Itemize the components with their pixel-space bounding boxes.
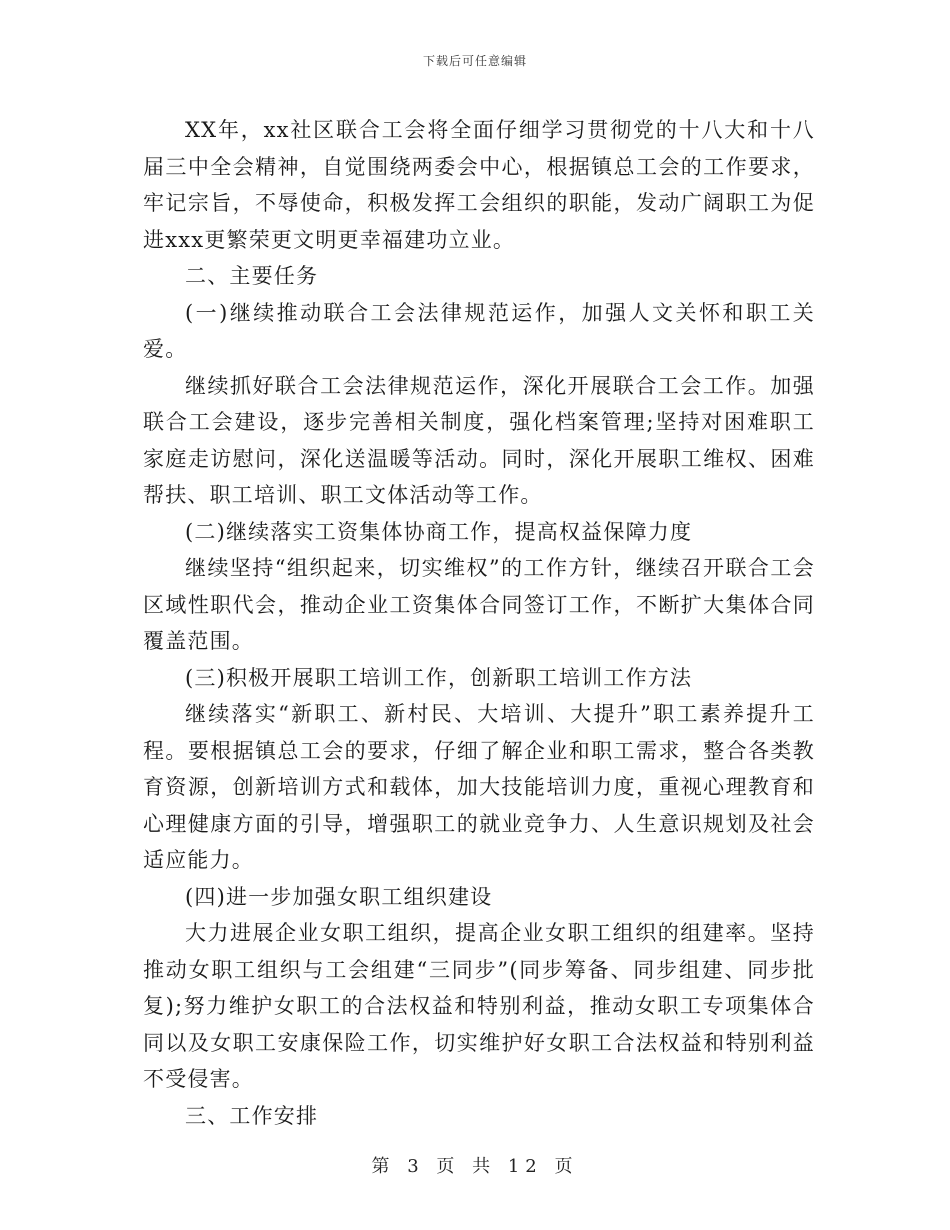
page-number-footer: 第 3 页 共 12 页 xyxy=(371,1156,579,1177)
body-paragraph-task-3: 继续落实“新职工、新村民、大培训、大提升”职工素养提升工程。要根据镇总工会的要求，仔细了解企业和职工需求，整合各类教育资源，创新培训方式和载体，加大技能培训力度，重视心理教育和心理健康方面的引导，增强职工的就业竞争力、人生意识规划及社会适应能力。 xyxy=(143,702,815,872)
body-paragraph-task-4: 大力进展企业女职工组织，提高企业女职工组织的组建率。坚持推动女职工组织与工会组建“三同步”(同步筹备、同步组建、同步批复);努力维护女职工的合法权益和特别利益，推动女职工专项集体合同以及女职工安康保险工作，切实维护好女职工合法权益和特别利益不受侵害。 xyxy=(143,921,815,1091)
body-paragraph-task-1: 继续抓好联合工会法律规范运作，深化开展联合工会工作。加强联合工会建设，逐步完善相关制度，强化档案管理;坚持对困难职工家庭走访慰问，深化送温暖等活动。同时，深化开展职工维权、困难帮扶、职工培训、职工文体活动等工作。 xyxy=(143,373,815,507)
subheading-task-4: (四)进一步加强女职工组织建设 xyxy=(185,884,493,909)
header-note: 下载后可任意编辑 xyxy=(422,54,527,68)
subheading-task-1: (一)继续推动联合工会法律规范运作，加强人文关怀和职工关爱。 xyxy=(143,300,815,361)
section-heading-main-tasks: 二、主要任务 xyxy=(185,264,319,288)
subheading-task-2: (二)继续落实工资集体协商工作，提高权益保障力度 xyxy=(185,519,693,544)
section-heading-work-arrangement: 三、工作安排 xyxy=(185,1103,319,1128)
body-paragraph-task-2: 继续坚持“组织起来，切实维权”的工作方针，继续召开联合工会区域性职代会，推动企业工资集体合同签订工作，不断扩大集体合同覆盖范围。 xyxy=(143,556,815,653)
subheading-task-3: (三)积极开展职工培训工作，创新职工培训工作方法 xyxy=(185,665,693,690)
document-body xyxy=(143,112,815,1134)
intro-paragraph: XX年，xx社区联合工会将全面仔细学习贯彻党的十八大和十八届三中全会精神，自觉围绕两委会中心，根据镇总工会的工作要求，牢记宗旨，不辱使命，积极发挥工会组织的职能，发动广阔职工为促进xxx更繁荣更文明更幸福建功立业。 xyxy=(143,118,815,252)
